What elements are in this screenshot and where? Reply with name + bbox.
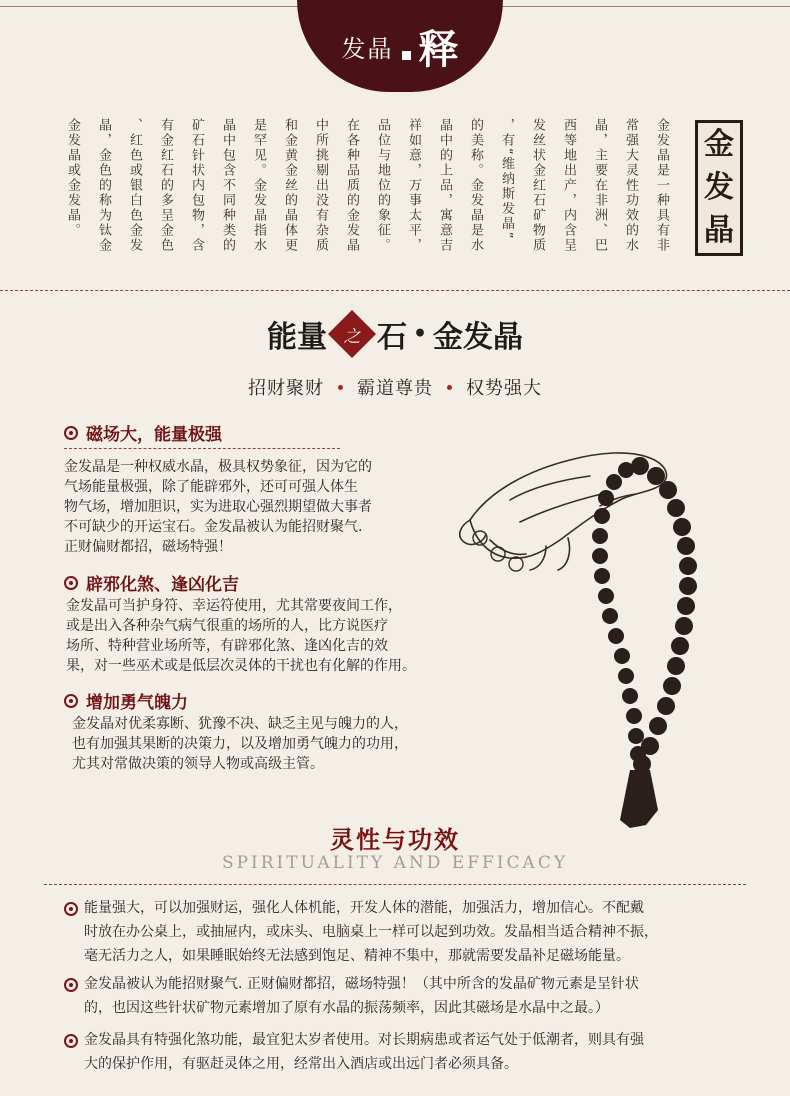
feature-line: 场所、特种营业场所等，有辟邪化煞、逢凶化吉的效 (66, 638, 388, 654)
subtitle-item: 招财聚财 (248, 378, 324, 399)
efficacy-bullet (64, 1028, 754, 1076)
seal-char: 晶 (704, 213, 734, 249)
intro-columns (64, 118, 670, 263)
feature-line: 气场能量极强，除了能辟邪外，还可可强人体生 (64, 479, 358, 495)
spirituality-subtitle: SPIRITUALITY AND EFFICACY (221, 853, 569, 873)
feature-underline (64, 448, 340, 449)
section-divider (0, 290, 790, 291)
red-dot-icon (447, 385, 452, 390)
efficacy-line: 毫无活力之人，如果睡眠始终无法感到饱足、精神不集中，那就需要发晶补足磁场能量。 (84, 948, 630, 964)
efficacy-line: 大的保护作用，有驱赶灵体之用，经常出入酒店或出远门者必须具备。 (84, 1056, 518, 1072)
efficacy-line: 能量强大，可以加强财运，强化人体机能，开发人体的潜能，加强活力，增加信心。不配戴 (84, 900, 644, 916)
energy-title-mid: 之 (343, 326, 361, 347)
feature-heading (64, 420, 222, 445)
bullet-ring-icon (64, 1034, 78, 1048)
header-tab (297, 0, 503, 92)
intro-column: 晶中的上品，寓意吉 (437, 118, 452, 253)
subtitle-item: 霸道尊贵 (357, 378, 433, 399)
bullet-ring-icon (64, 902, 78, 916)
feature-heading-text: 辟邪化煞、逢凶化吉 (86, 575, 239, 595)
intro-column: 是罕见。金发晶指水 (251, 118, 266, 253)
intro-column: ，有“维纳斯发晶” (499, 118, 514, 241)
hand-bracelet-illustration (450, 430, 750, 850)
diamond-badge (328, 310, 376, 358)
spirituality-title: 灵性与功效 (330, 826, 460, 854)
header-dot (402, 51, 411, 60)
seal-stamp (695, 120, 743, 256)
feature-heading-text: 增加勇气魄力 (86, 693, 188, 713)
intro-column: 晶中包含不同种类的 (220, 118, 235, 253)
bullet-ring-icon (64, 426, 78, 440)
feature-line: 不可缺少的开运宝石。金发晶被认为能招财聚气. (64, 519, 363, 535)
feature-line: 尤其对常做决策的领导人物或高级主管。 (72, 756, 324, 772)
bullet-ring-icon (64, 576, 78, 590)
intro-column: 矿石针状内包物，含 (189, 118, 204, 253)
feature-line: 金发晶可当护身符、幸运符使用，尤其常要夜间工作， (66, 598, 402, 614)
intro-column: 晶，金色的称为钛金 (96, 118, 111, 253)
seal-char: 发 (704, 169, 734, 205)
efficacy-line: 的，也因这些针状矿物元素增加了原有水晶的振荡频率，因此其磁场是水晶中之最。） (84, 1000, 609, 1016)
spirituality-divider (44, 884, 746, 885)
energy-title-end: 金发晶 (433, 320, 524, 355)
feature-line: 果，对一些巫术或是低层次灵体的干扰也有化解的作用。 (66, 658, 416, 674)
intro-column: 、红色或银白色金发 (127, 118, 142, 253)
red-dot-icon (338, 385, 343, 390)
feature-heading (64, 688, 188, 713)
feature-body (72, 714, 408, 774)
header-title-small: 发晶 (341, 34, 394, 63)
seal-char: 金 (704, 126, 734, 162)
intro-column: 品位与地位的象征。 (375, 118, 390, 253)
bullet-ring-icon (64, 694, 78, 708)
intro-column: 金发晶或金发晶。 (65, 118, 80, 238)
feature-heading-text: 磁场大，能量极强 (86, 425, 222, 445)
efficacy-line: 金发晶具有特强化煞功能，最宜犯太岁者使用。对长期病患或者运气处于低潮者，则具有强 (84, 1032, 644, 1048)
title-separator: • (412, 321, 428, 347)
feature-heading (64, 570, 239, 595)
intro-column: 和金黄金丝的晶体更 (282, 118, 297, 253)
feature-body (66, 596, 416, 676)
header-title-large: 释 (418, 25, 459, 73)
intro-column: 中所挑剔出没有杂质 (313, 118, 328, 253)
efficacy-bullet (64, 896, 754, 968)
intro-column: 祥如意，万事太平， (406, 118, 421, 253)
energy-subtitle (0, 374, 790, 400)
feature-line: 或是出入各种杂气病气很重的场所的人，比方说医疗 (66, 618, 388, 634)
intro-column: 发丝状金红石矿物质 (530, 118, 545, 253)
intro-column: 常强大灵性功效的水 (623, 118, 638, 253)
intro-column: 金发晶是一种具有非 (654, 118, 669, 253)
feature-line: 也有加强其果断的决策力，以及增加勇气魄力的功用， (72, 736, 408, 752)
efficacy-line: 时放在办公桌上，或抽屉内，或床头、电脑桌上一样可以起到功效。发晶相当适合精神不振， (84, 924, 658, 940)
feature-line: 物气场，增加胆识，实为进取心强烈期望做大事者 (64, 499, 372, 515)
energy-title (0, 312, 790, 356)
intro-column: 西等地出产，内含呈 (561, 118, 576, 253)
efficacy-line: 金发晶被认为能招财聚气. 正财偏财都招，磁场特强！（其中所含的发晶矿物元素是呈针状 (84, 976, 639, 992)
energy-title-left: 能量 (266, 320, 327, 355)
energy-title-right: 石 (376, 320, 407, 355)
bullet-ring-icon (64, 978, 78, 992)
feature-body (64, 457, 372, 557)
efficacy-bullet (64, 972, 754, 1020)
intro-column: 的美称。金发晶是水 (468, 118, 483, 253)
subtitle-item: 权势强大 (466, 378, 542, 399)
feature-line: 金发晶是一种权威水晶，极具权势象征，因为它的 (64, 459, 372, 475)
intro-column: 晶，主要在非洲、巴 (592, 118, 607, 253)
feature-line: 正财偏财都招，磁场特强！ (64, 539, 232, 555)
feature-line: 金发晶对优柔寡断、犹豫不决、缺乏主见与魄力的人， (72, 716, 408, 732)
intro-column: 有金红石的多呈金色 (158, 118, 173, 253)
intro-column: 在各种品质的金发晶 (344, 118, 359, 253)
